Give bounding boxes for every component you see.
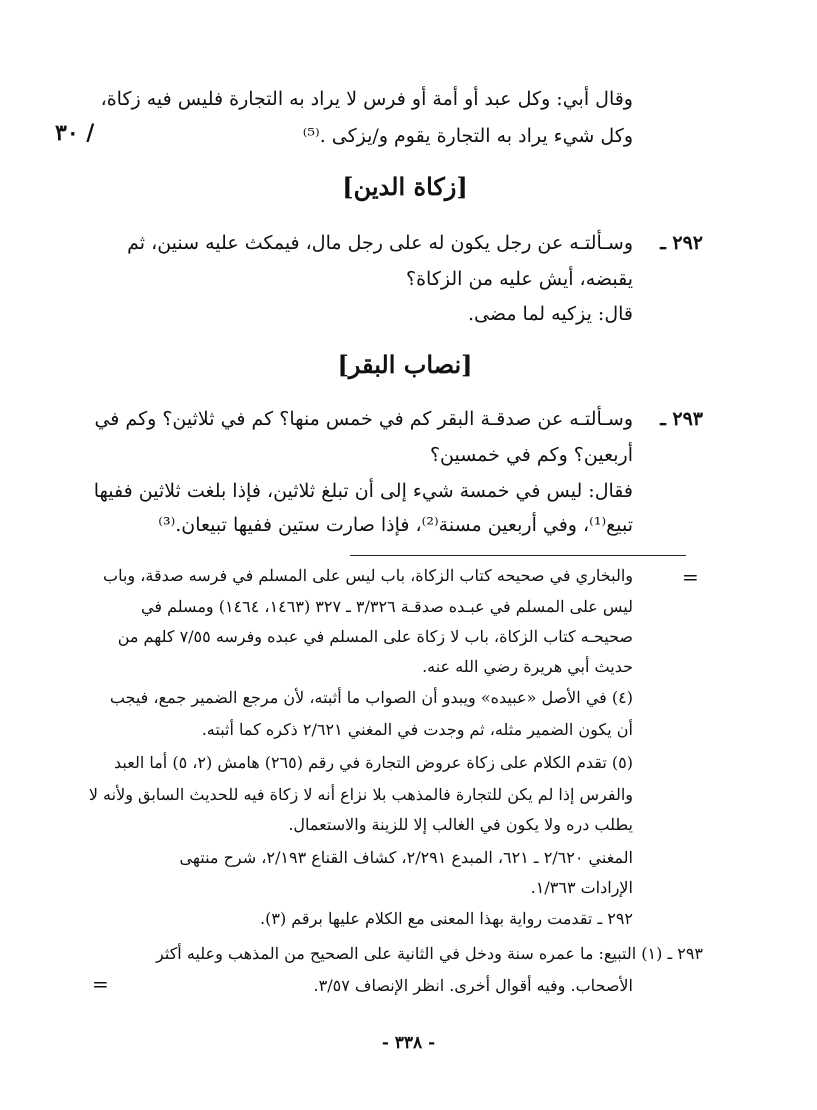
page-number: - ٣٣٨ -: [381, 1033, 436, 1053]
footnote-line-5: (٤) في الأصل «عبيده» ويبدو أن الصواب ما أثبته، لأن مرجع الضمير جمع، فيجب: [109, 688, 633, 707]
footnote-line-13: ٢٩٣ ـ (١) التبيع: ما عمره سنة ودخل في الثانية على الصحيح من المذهب وعليه أكثر: [156, 944, 703, 963]
footnote-line-12: ٢٩٢ ـ تقدمت رواية بهذا المعنى مع الكلام عليها برقم (٣).: [260, 909, 633, 928]
footnote-line-14: الأصحاب. وفيه أقوال أخرى. انظر الإنصاف ٣/٥٧.: [313, 976, 633, 995]
footnote-line-10: المغني ٢/٦٢٠ ـ ٦٢١، المبدع ٢/٢٩١، كشاف القناع ٢/١٩٣، شرح منتهى: [179, 848, 633, 867]
intro-line-1: وقال أبي: وكل عبد أو أمة أو فرس لا يراد به التجارة فليس فيه زكاة،: [100, 88, 633, 110]
footnote-line-8: والفرس إذا لم يكن للتجارة فالمذهب بلا نزاع أنه لا زكاة فيه للحديث السابق ولأنه لا: [88, 785, 633, 804]
section-heading-debt-zakat: [زكاة الدين]: [342, 172, 468, 201]
question-number-293: ٢٩٣ ـ: [660, 408, 703, 430]
footnote-line-2: ليس على المسلم في عبـده صدقـة ٣/٣٢٦ ـ ٣٢٧ (١٤٦٣، ١٤٦٤) ومسلم في: [141, 597, 633, 616]
q292-line-1: وسـألتـه عن رجل يكون له على رجل مال، فيمكث عليه سنين، ثم: [127, 232, 633, 254]
footnote-line-4: حديث أبي هريرة رضي الله عنه.: [422, 657, 633, 676]
footnote-separator: [350, 555, 686, 556]
margin-page-marker: / ٣٠: [55, 120, 95, 146]
footnote-line-6: أن يكون الضمير مثله، ثم وجدت في المغني ٢/٦٢١ ذكره كما أثبته.: [201, 720, 633, 739]
footnote-line-1: والبخاري في صحيحه كتاب الزكاة، باب ليس على المسلم في فرسه صدقة، وباب: [103, 566, 633, 585]
footnote-line-7: (٥) تقدم الكلام على زكاة عروض التجارة في رقم (٢٦٥) هامش (٢، ٥) أما العبد: [114, 753, 633, 772]
continuation-mark-top: =: [682, 565, 699, 589]
question-number-292: ٢٩٢ ـ: [660, 232, 703, 254]
continuation-mark-bottom: =: [92, 972, 109, 996]
footnote-line-3: صحيحـه كتاب الزكاة، باب لا زكاة على المسلم في عبده وفرسه ٧/٥٥ كلهم من: [117, 627, 633, 646]
section-heading-cattle-nisab: [نصاب البقر]: [337, 350, 473, 379]
q292-line-2: يقبضه، أيش عليه من الزكاة؟: [406, 268, 633, 290]
q293-answer-2: تبيع⁽¹⁾، وفي أربعين مسنة⁽²⁾، فإذا صارت ستين ففيها تبيعان.⁽³⁾: [158, 514, 633, 536]
q293-line-1: وسـألتـه عن صدقـة البقر كم في خمس منها؟ كم في ثلاثين؟ وكم في: [94, 408, 633, 430]
q292-answer: قال: يزكيه لما مضى.: [467, 303, 633, 325]
q293-answer-1: فقال: ليس في خمسة شيء إلى أن تبلغ ثلاثين، فإذا بلغت ثلاثين ففيها: [93, 480, 633, 502]
intro-line-2: وكل شيء يراد به التجارة يقوم و/يزكى .⁽⁵⁾: [302, 125, 633, 147]
footnote-line-9: يطلب دره ولا يكون في الغالب إلا للزينة والاستعمال.: [288, 815, 633, 834]
q293-line-2: أربعين؟ وكم في خمسين؟: [429, 444, 633, 466]
footnote-line-11: الإرادات ١/٣٦٣.: [530, 878, 633, 897]
